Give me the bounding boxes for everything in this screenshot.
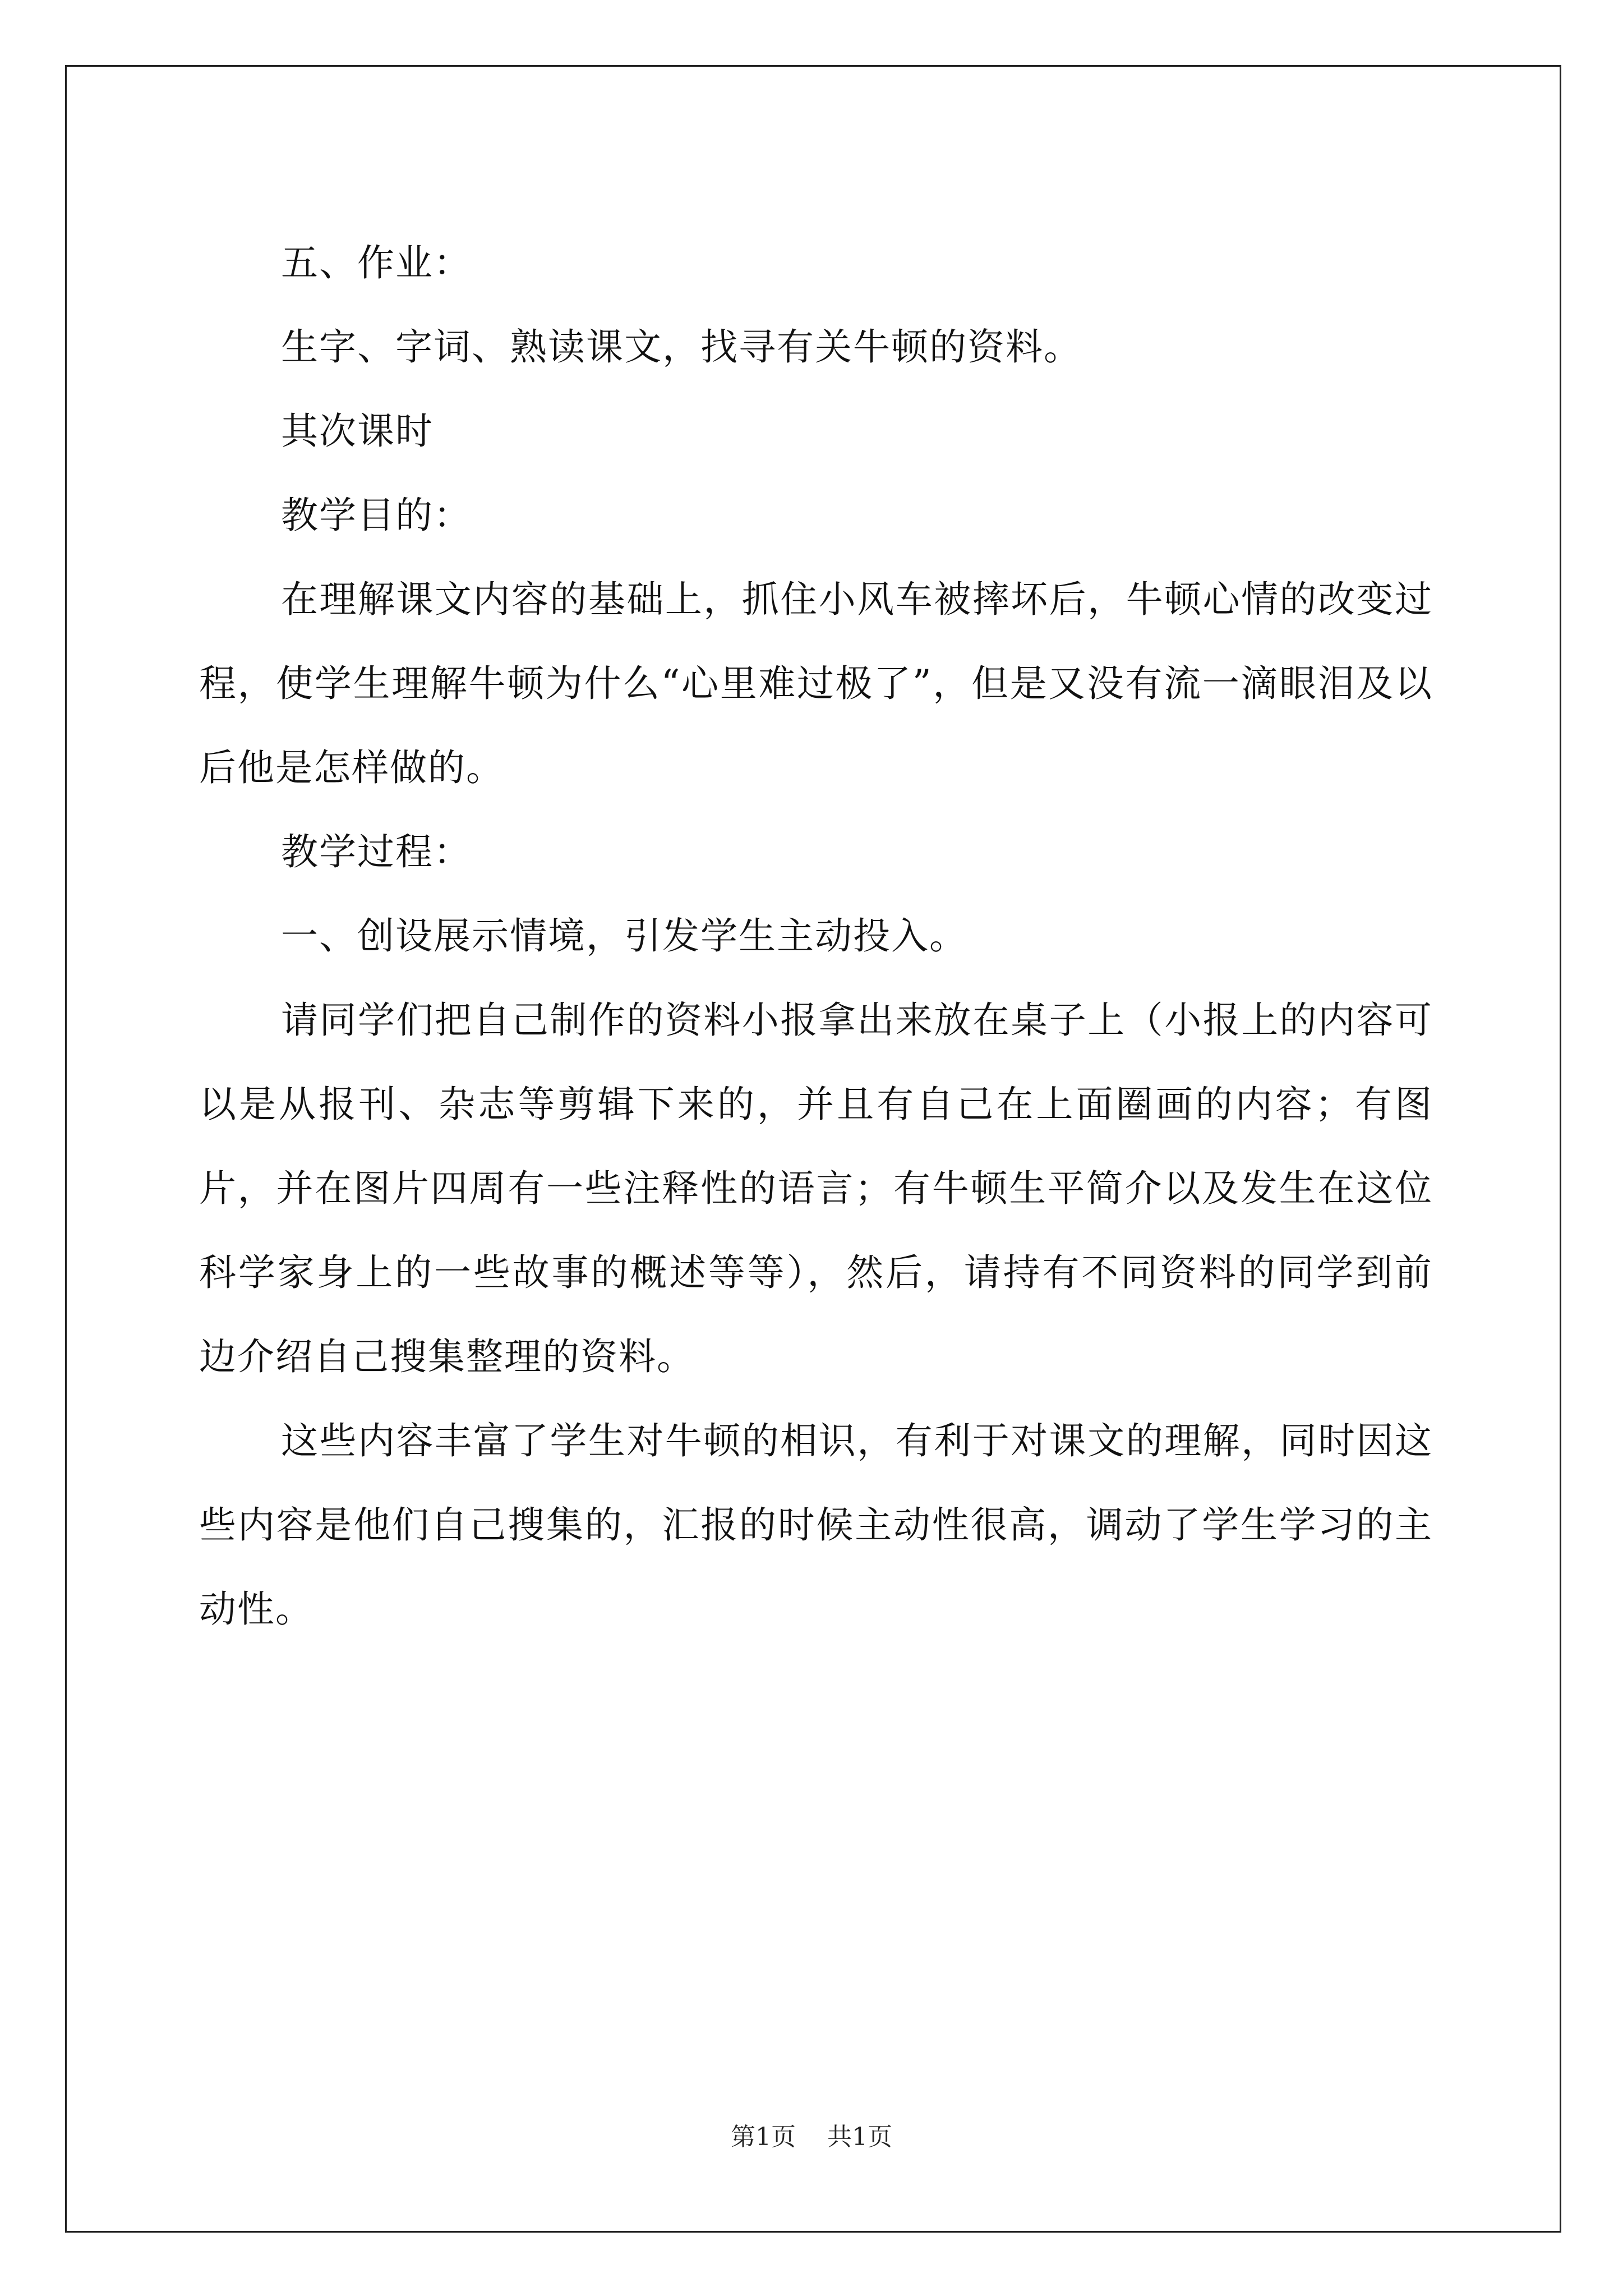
paragraph-objective-heading: 教学目的：	[281, 494, 472, 537]
document-body	[199, 221, 1433, 1651]
paragraph-step-one-detail: 请同学们把自己制作的资料小报拿出来放在桌子上（小报上的内容可以是从报刊、杂志等剪辑下来的，并且有自己在上面圈画的内容；有图片，并在图片四周有一些注释性的语言；有牛顿生平简介以及发生在这位科学家身上的一些故事的概述等等），然后，请持有不同资料的同学到前边介绍自己搜集整理的资料。	[199, 999, 1433, 1378]
paragraph-objective-content: 在理解课文内容的基础上，抓住小风车被摔坏后，牛顿心情的改变过程，使学生理解牛顿为什么“心里难过极了”，但是又没有流一滴眼泪及以后他是怎样做的。	[199, 578, 1433, 789]
page-footer: 第1页 共1页	[731, 2123, 892, 2151]
paragraph-step-one: 一、创设展示情境，引发学生主动投入。	[281, 914, 967, 958]
paragraph-second-lesson: 其次课时	[281, 409, 434, 453]
paragraph-process-heading: 教学过程：	[281, 830, 472, 873]
paragraph-step-one-summary: 这些内容丰富了学生对牛顿的相识，有利于对课文的理解，同时因这些内容是他们自己搜集的，汇报的时候主动性很高，调动了学生学习的主动性。	[199, 1419, 1433, 1631]
paragraph-homework-heading: 五、作业：	[281, 241, 472, 284]
paragraph-homework-content: 生字、字词、熟读课文，找寻有关牛顿的资料。	[281, 325, 1082, 369]
